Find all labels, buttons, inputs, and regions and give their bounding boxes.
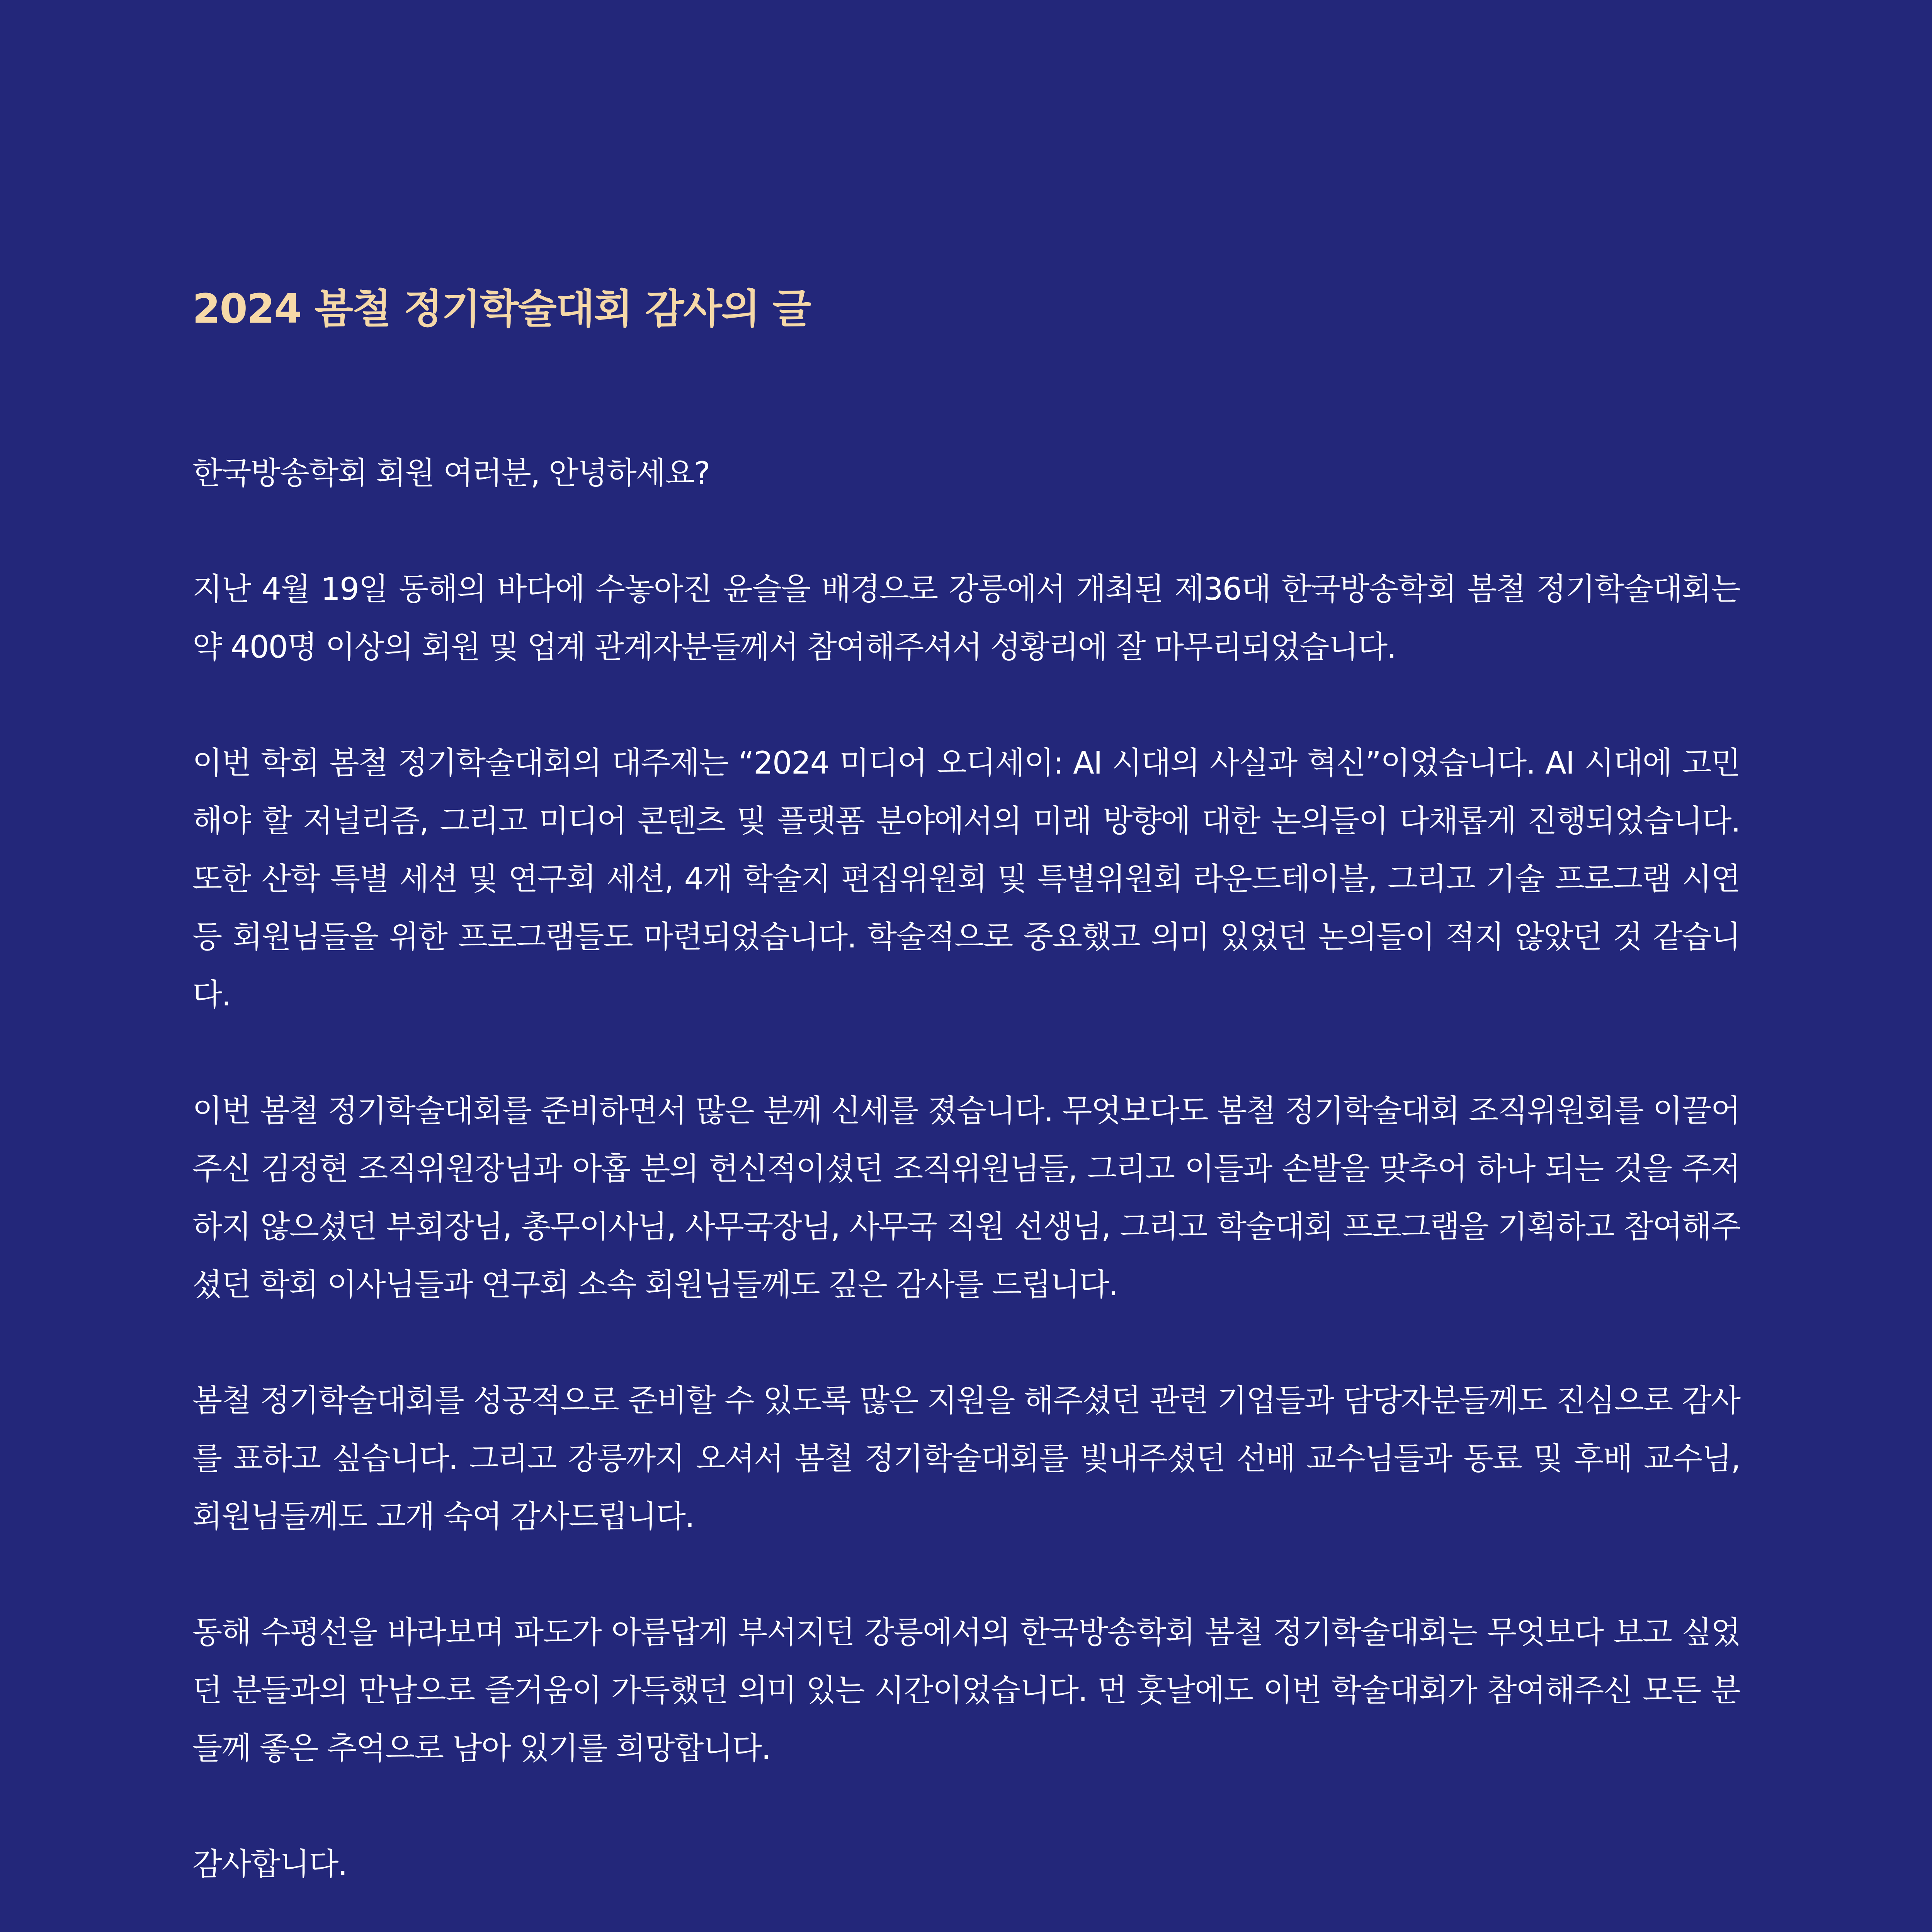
closing-paragraph: 감사합니다. <box>192 1846 347 1882</box>
body-paragraph-4: 봄철 정기학술대회를 성공적으로 준비할 수 있도록 많은 지원을 해주셨던 관련 기업들과 담당자분들께도 진심으로 감사를 표하고 싶습니다. 그리고 강릉까지 오셔서 봄철 정기학술대회를 빛내주셨던 선배 교수님들과 동료 및 후배 교수님, 회원님들께도 고개 숙여 감사드립니다. <box>192 1383 1740 1534</box>
body-paragraph-1: 지난 4월 19일 동해의 바다에 수놓아진 윤슬을 배경으로 강릉에서 개최된 제36대 한국방송학회 봄철 정기학술대회는 약 400명 이상의 회원 및 업계 관계자분들께서 참여해주셔서 성황리에 잘 마무리되었습니다. <box>192 571 1740 665</box>
body-paragraph-2: 이번 학회 봄철 정기학술대회의 대주제는 “2024 미디어 오디세이: AI 시대의 사실과 혁신”이었습니다. AI 시대에 고민해야 할 저널리즘, 그리고 미디어 콘텐츠 및 플랫폼 분야에서의 미래 방향에 대한 논의들이 다채롭게 진행되었습니다. 또한 산학 특별 세션 및 연구회 세션, 4개 학술지 편집위원회 및 특별위원회 라운드테이블, 그리고 기술 프로그램 시연 등 회원님들을 위한 프로그램들도 마련되었습니다. 학술적으로 중요했고 의미 있었던 논의들이 적지 않았던 것 같습니다. <box>192 745 1740 1013</box>
body-paragraph-5: 동해 수평선을 바라보며 파도가 아름답게 부서지던 강릉에서의 한국방송학회 봄철 정기학술대회는 무엇보다 보고 싶었던 분들과의 만남으로 즐거움이 가득했던 의미 있는 시간이었습니다. 먼 훗날에도 이번 학술대회가 참여해주신 모든 분들께 좋은 추억으로 남아 있기를 희망합니다. <box>192 1614 1740 1766</box>
page-title: 2024 봄철 정기학술대회 감사의 글 <box>192 285 811 332</box>
letter-body <box>192 444 1740 1932</box>
body-paragraph-3: 이번 봄철 정기학술대회를 준비하면서 많은 분께 신세를 졌습니다. 무엇보다도 봄철 정기학술대회 조직위원회를 이끌어주신 김정현 조직위원장님과 아홉 분의 헌신적이셨던 조직위원님들, 그리고 이들과 손발을 맞추어 하나 되는 것을 주저하지 않으셨던 부회장님, 총무이사님, 사무국장님, 사무국 직원 선생님, 그리고 학술대회 프로그램을 기획하고 참여해주셨던 학회 이사님들과 연구회 소속 회원님들께도 깊은 감사를 드립니다. <box>192 1093 1740 1303</box>
greeting-paragraph: 한국방송학회 회원 여러분, 안녕하세요? <box>192 455 710 491</box>
